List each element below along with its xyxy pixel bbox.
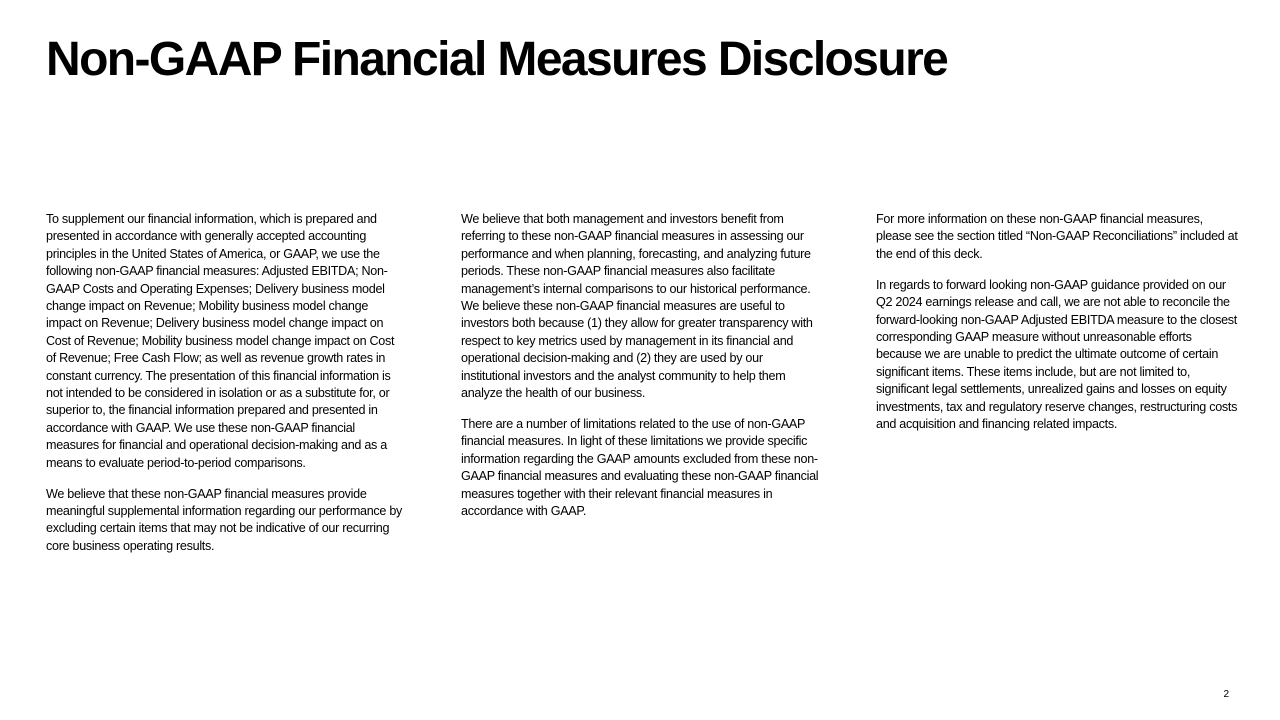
paragraph-more-info: For more information on these non-GAAP financial measures, please see the section titled “Non-GAAP Reconciliations” included at the end of this deck. [876, 212, 1238, 261]
paragraph-forward-looking: In regards to forward looking non-GAAP guidance provided on our Q2 2024 earnings release and call, we are not able to reconcile the forward-looking non-GAAP Adjusted EBITDA measure to the closest corresponding GAAP measure without unreasonable efforts because we are unable to predict the ultimate outcome of certain significant items. These items include, but are not limited to, significant legal settlements, unrealized gains and losses on equity investments, tax and regulatory reserve changes, restructuring costs and acquisition and financing related impacts. [876, 277, 1238, 431]
page-title: Non-GAAP Financial Measures Disclosure [46, 33, 948, 86]
paragraph-limitations: There are a number of limitations related to the use of non-GAAP financial measures. In light of these limitations we provide specific information regarding the GAAP amounts excluded from these non-GAAP financial measures and evaluating these non-GAAP financial measures together with their relevant financial measures in accordance with GAAP. [461, 416, 819, 518]
paragraph-supplement-info: To supplement our financial information, which is prepared and presented in accordance with generally accepted accounting principles in the United States of America, or GAAP, we use the following non-GAAP financial measures: Adjusted EBITDA; Non-GAAP Costs and Operating Expenses; Delivery business model change impact on Revenue; Mobility business model change impact on Revenue; Delivery business model change impact on Cost of Revenue; Mobility business model change impact on Cost of Revenue; Free Cash Flow; as well as revenue growth rates in constant currency. The presentation of this financial information is not intended to be considered in isolation or as a substitute for, or superior to, the financial information prepared and presented in accordance with GAAP. We use these non-GAAP financial measures for financial and operational decision-making and as a means to evaluate period-to-period comparisons. [46, 212, 395, 470]
text-column-1 [46, 211, 404, 569]
text-column-3 [876, 211, 1238, 447]
text-column-2 [461, 211, 823, 534]
paragraph-management-benefit: We believe that both management and investors benefit from referring to these non-GAAP financial measures in assessing our performance and when planning, forecasting, and analyzing future periods. These non-GAAP financial measures also facilitate management’s internal comparisons to our historical performance. We believe these non-GAAP financial measures are useful to investors both because (1) they allow for greater transparency with respect to key metrics used by management in its financial and operational decision-making and (2) they are used by our institutional investors and the analyst community to help them analyze the health of our business. [461, 212, 813, 401]
paragraph-meaningful-info: We believe that these non-GAAP financial measures provide meaningful supplemental information regarding our performance by excluding certain items that may not be indicative of our recurring core business operating results. [46, 486, 403, 553]
page-number: 2 [1223, 689, 1229, 700]
